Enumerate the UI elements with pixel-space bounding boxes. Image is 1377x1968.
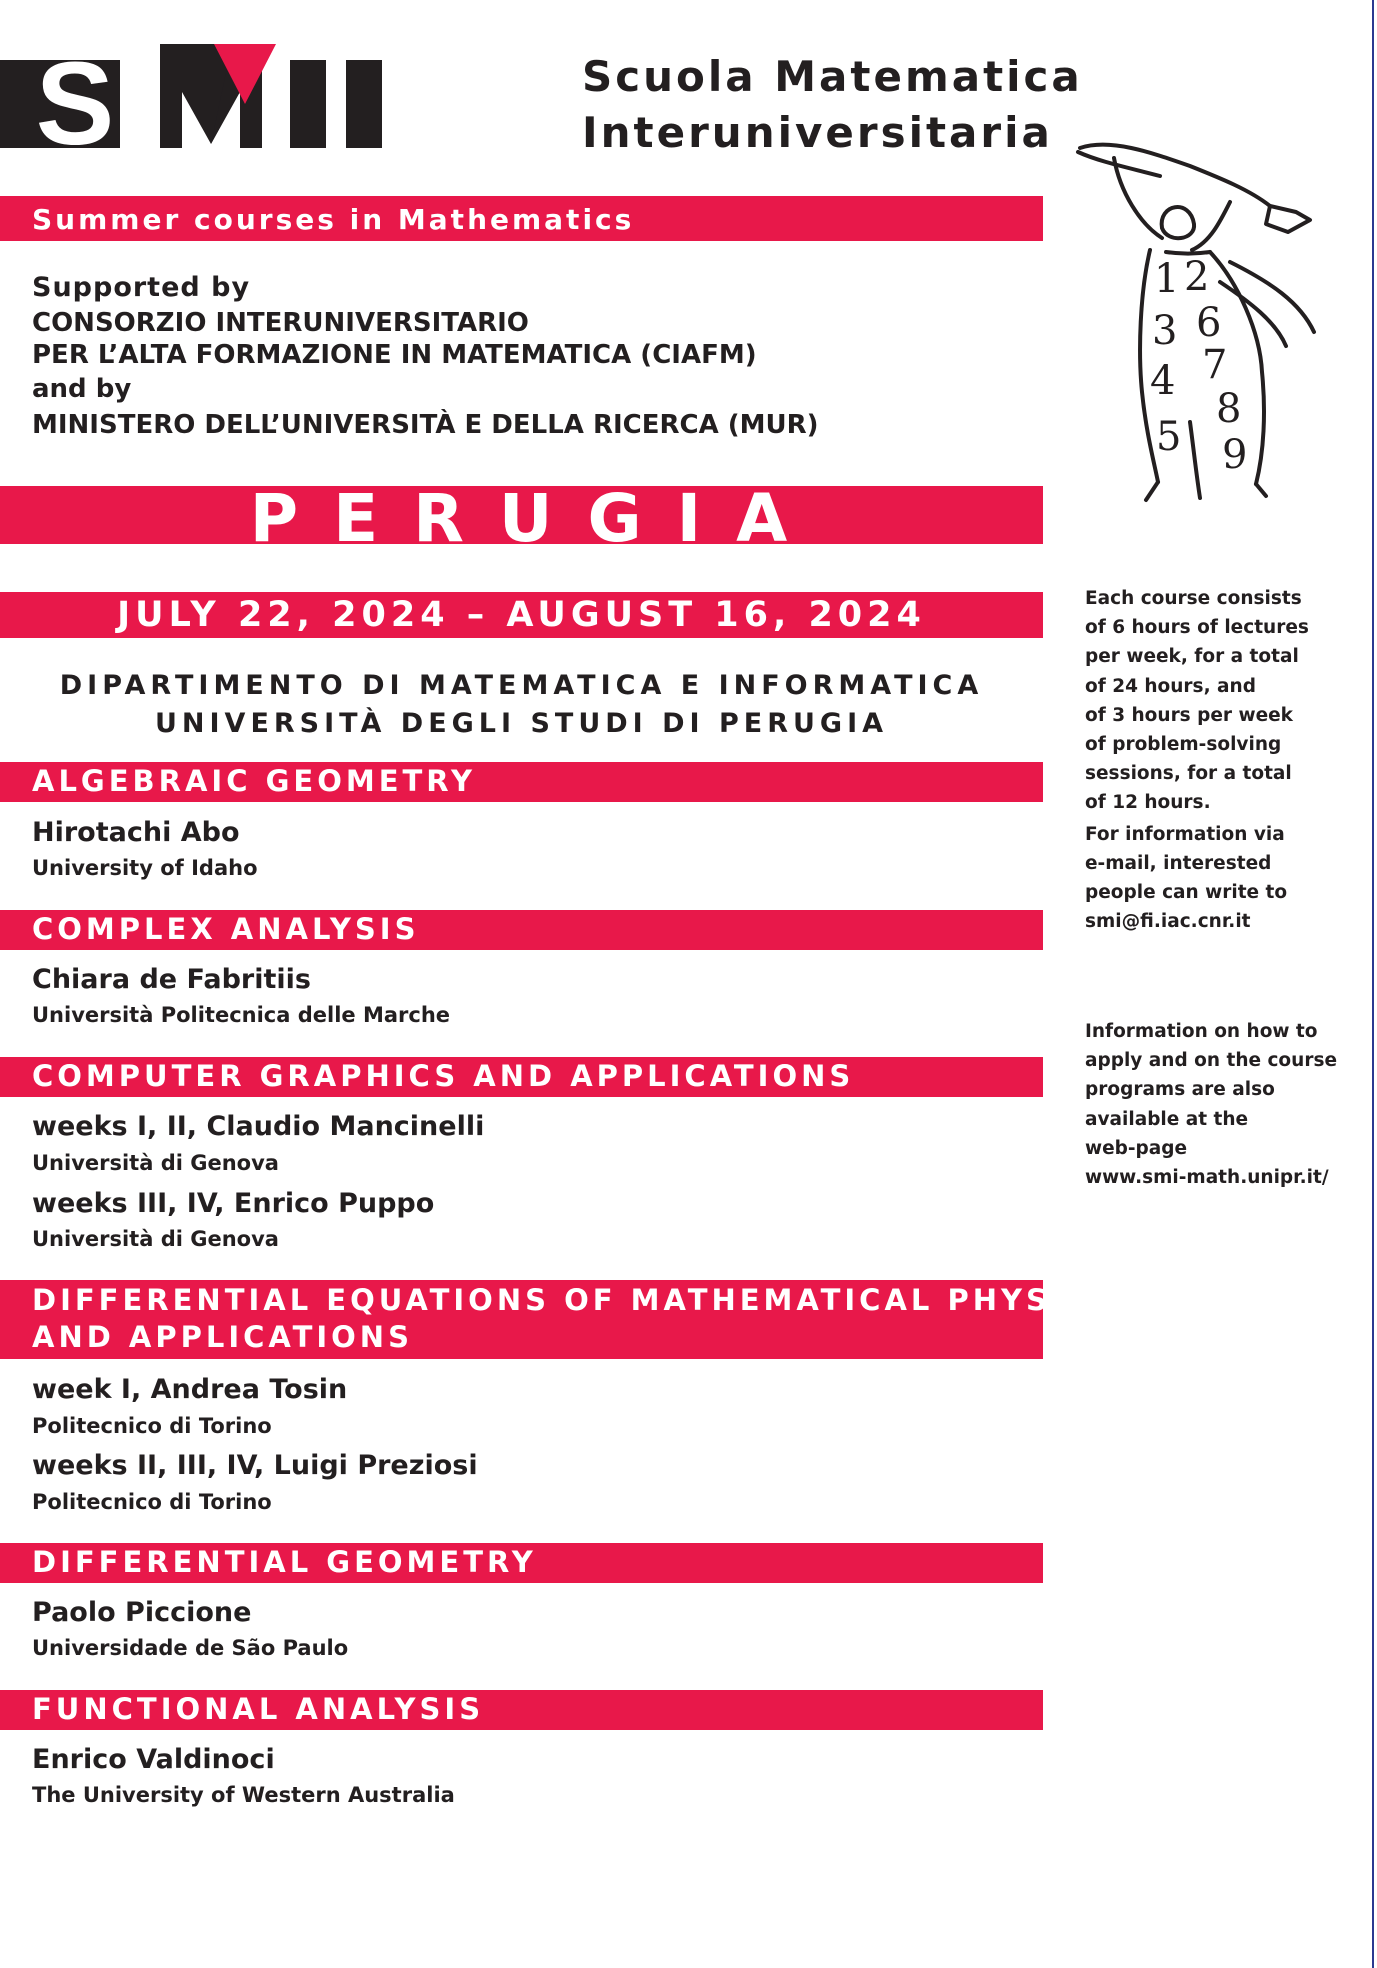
teacher-name: Chiara de Fabritiis: [32, 964, 311, 995]
teacher-affiliation: Universidade de São Paulo: [32, 1636, 349, 1660]
summer-courses-label: Summer courses in Mathematics: [32, 203, 635, 236]
course-header-functional-analysis: [0, 1690, 1043, 1730]
info-line: apply and on the course: [1085, 1050, 1337, 1072]
teacher-name: week I, Andrea Tosin: [32, 1374, 348, 1405]
info-line: of 3 hours per week: [1085, 704, 1293, 726]
logo-letter-s: S: [35, 44, 109, 148]
course-title: DIFFERENTIAL GEOMETRY: [32, 1545, 537, 1579]
teacher-name: Enrico Valdinoci: [32, 1744, 275, 1775]
info-line: of 6 hours of lectures: [1085, 617, 1309, 639]
supported-by-label: Supported by: [32, 272, 251, 303]
ministry-line: MINISTERO DELL’UNIVERSITÀ E DELLA RICERCA (MUR): [32, 410, 819, 440]
smi-logo: [0, 44, 386, 148]
department-line1: DIPARTIMENTO DI MATEMATICA E INFORMATICA: [59, 670, 984, 701]
city-title: P E R U G I A: [249, 480, 794, 557]
teacher-affiliation: Politecnico di Torino: [32, 1414, 272, 1438]
info-line: of problem-solving: [1085, 734, 1282, 756]
dates-text: JULY 22, 2024 – AUGUST 16, 2024: [117, 595, 926, 635]
figure-digit: 8: [1216, 386, 1242, 432]
figure-digit: 4: [1150, 358, 1176, 404]
info-line: people can write to: [1085, 882, 1288, 904]
teacher-name: weeks II, III, IV, Luigi Preziosi: [32, 1450, 478, 1481]
school-name-line1: Scuola Matematica: [582, 52, 1083, 101]
info-line: Each course consists: [1085, 588, 1302, 609]
info-line: e-mail, interested: [1085, 852, 1272, 874]
figure-digit: 2: [1184, 254, 1210, 300]
figure-digit: 9: [1222, 432, 1248, 478]
summer-courses-banner: [0, 196, 1043, 241]
course-title: COMPLEX ANALYSIS: [32, 912, 420, 946]
course-title: COMPUTER GRAPHICS AND APPLICATIONS: [32, 1059, 855, 1093]
info-line: Information on how to: [1085, 1021, 1318, 1042]
school-name-line2: Interuniversitaria: [582, 108, 1053, 157]
figure-digit: 3: [1152, 308, 1178, 354]
course-header-algebraic-geometry: [0, 762, 1043, 802]
course-title-line2: AND APPLICATIONS: [32, 1320, 413, 1354]
info-line: available at the: [1085, 1108, 1249, 1130]
teacher-affiliation: Università di Genova: [32, 1227, 279, 1251]
course-title: FUNCTIONAL ANALYSIS: [32, 1692, 485, 1726]
teacher-affiliation: University of Idaho: [32, 856, 258, 880]
teacher-affiliation: Università Politecnica delle Marche: [32, 1003, 451, 1027]
teacher-name: weeks I, II, Claudio Mancinelli: [32, 1111, 485, 1142]
number-figure-illustration: [1070, 132, 1330, 504]
info-line: programs are also: [1085, 1079, 1275, 1101]
course-info-block: [1085, 584, 1355, 936]
info-line: of 12 hours.: [1085, 792, 1211, 814]
teacher-affiliation: Università di Genova: [32, 1151, 279, 1175]
contact-email: smi@fi.iac.cnr.it: [1085, 911, 1251, 933]
info-line: of 24 hours, and: [1085, 675, 1256, 697]
teacher-affiliation: The University of Western Australia: [32, 1783, 455, 1807]
info-line: For information via: [1085, 823, 1285, 845]
course-header-differential-geometry: [0, 1543, 1043, 1583]
figure-digit: 7: [1202, 342, 1228, 388]
city-banner: [0, 480, 1043, 557]
course-header-complex-analysis: [0, 910, 1043, 950]
and-by-label: and by: [32, 374, 132, 404]
page-edge-line: [1372, 0, 1374, 1968]
figure-digit: 6: [1196, 300, 1222, 346]
website-link[interactable]: www.smi-math.unipr.it/: [1085, 1167, 1329, 1189]
teacher-name: weeks III, IV, Enrico Puppo: [32, 1188, 435, 1219]
dates-banner: [0, 592, 1043, 638]
figure-digit: 1: [1154, 256, 1180, 302]
consortium-line1: CONSORZIO INTERUNIVERSITARIO: [32, 308, 529, 338]
info-line: sessions, for a total: [1085, 763, 1292, 785]
info-line: web-page: [1085, 1137, 1188, 1159]
course-header-differential-equations: [0, 1280, 1117, 1359]
info-line: per week, for a total: [1085, 646, 1299, 668]
teacher-name: Hirotachi Abo: [32, 817, 240, 848]
consortium-line2: PER L’ALTA FORMAZIONE IN MATEMATICA (CIAFM): [32, 340, 757, 370]
department-line2: UNIVERSITÀ DEGLI STUDI DI PERUGIA: [154, 708, 889, 739]
figure-digit: 5: [1156, 414, 1182, 460]
course-header-computer-graphics: [0, 1057, 1043, 1097]
teacher-name: Paolo Piccione: [32, 1597, 252, 1628]
course-title: ALGEBRAIC GEOMETRY: [32, 764, 477, 798]
teacher-affiliation: Politecnico di Torino: [32, 1490, 272, 1514]
web-info-block: [1085, 1017, 1355, 1192]
course-title-line1: DIFFERENTIAL EQUATIONS OF MATHEMATICAL PHYSICS: [32, 1283, 1117, 1317]
